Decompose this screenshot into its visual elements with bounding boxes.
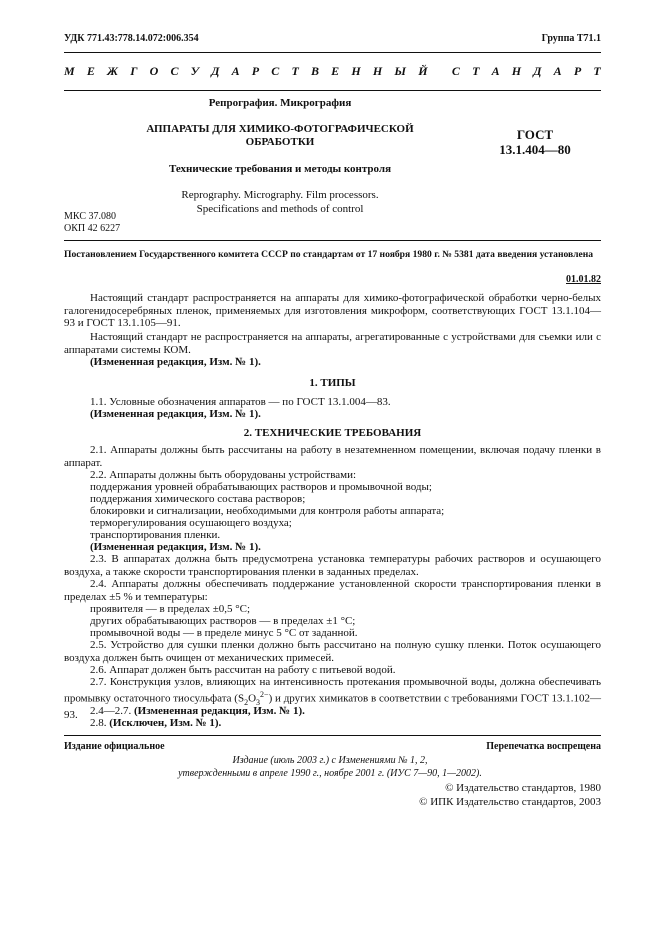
copyright-2003: © ИПК Издательство стандартов, 2003 — [419, 796, 601, 808]
classification-codes — [64, 211, 120, 235]
banner-bottom-rule — [64, 90, 601, 91]
section-1-heading: 1. ТИПЫ — [309, 377, 356, 389]
clause-2-4: 2.4. Аппараты должны обеспечивать поддержание установленной скорости транспортирования пленки в пределах ±5 % и температуры: — [64, 578, 601, 603]
clause-2-8 — [90, 717, 221, 730]
clause-2-1: 2.1. Аппараты должны быть рассчитаны на работу в незатемненном помещении, включая подачу пленки в аппарат. — [64, 444, 601, 469]
ion-charge: 2− — [260, 689, 269, 699]
oxygen-symbol: O — [248, 692, 257, 705]
clause-range: 2.4—2.7. — [90, 705, 132, 717]
intro-paragraph-1: Настоящий стандарт распространяется на аппараты для химико-фотографической обработки черно-белых галогенидосеребряных пленок, применяемых для изготовления микроформ, соответствующих ГОСТ 13.1.104—93 и ГОСТ 13.1.105—91. — [64, 292, 601, 330]
banner-letter: В — [310, 63, 319, 78]
banner-letter: Ы — [394, 63, 407, 78]
edition-line-1: Издание (июль 2003 г.) с Изменениями № 1, 2, — [232, 755, 428, 766]
english-line-1: Reprography. Micrography. Film processors. — [181, 189, 379, 201]
banner-letter: Е — [86, 63, 95, 78]
udk-code: УДК 771.43:778.14.072:006.354 — [64, 33, 199, 44]
clause-2-6: 2.6. Аппарат должен быть рассчитан на работу с питьевой водой. — [90, 664, 396, 676]
title-block-rule — [64, 240, 601, 241]
banner-letter: Й — [418, 63, 428, 78]
title-line-1: АППАРАТЫ ДЛЯ ХИМИКО-ФОТОГРАФИЧЕСКОЙ — [146, 123, 414, 135]
banner-letter: Р — [573, 63, 582, 78]
clause-2-4-2-7-note — [90, 705, 305, 718]
official-edition: Издание официальное — [64, 741, 165, 752]
interstate-standard-banner — [64, 56, 601, 86]
english-title — [100, 188, 460, 216]
clause-2-2: 2.2. Аппараты должны быть оборудованы устройствами: — [90, 469, 357, 481]
banner-letter: С — [451, 63, 460, 78]
intro-edit-note: (Измененная редакция, Изм. № 1). — [90, 356, 261, 368]
mks-code: МКС 37.080 — [64, 211, 116, 222]
banner-letter: Т — [291, 63, 299, 78]
reprint-prohibited: Перепечатка воспрещена — [486, 741, 601, 752]
clause-2-8-number: 2.8. — [90, 717, 107, 729]
banner-letter: Н — [511, 63, 522, 78]
banner-letter: А — [553, 63, 562, 78]
clause-2-2-item-5: транспортирования пленки. — [90, 529, 221, 541]
copyright-block — [419, 781, 601, 809]
banner-letter: Е — [331, 63, 340, 78]
oxygen-subscript: 3 — [256, 697, 261, 707]
okp-code: ОКП 42 6227 — [64, 223, 121, 234]
intro-paragraph-2: Настоящий стандарт не распространяется на аппараты, агрегатированные с устройствами для съемки или с аппаратами системы КОМ. — [64, 331, 601, 356]
title-line-2: ОБРАБОТКИ — [245, 136, 315, 148]
clause-2-8-excluded: (Исключен, Изм. № 1). — [109, 717, 222, 729]
clause-2-7-text-a: 2.7. Конструкция узлов, влияющих на интенсивность протекания промывочной воды, должна обеспечивать промывку остаточного тиосульфата (S — [64, 676, 601, 705]
banner-letter: У — [190, 63, 200, 78]
edition-line-2: утвержденными в апреле 1990 г., ноябре 2001 г. (ИУС 7—90, 1—2002). — [178, 767, 482, 779]
banner-letter: О — [149, 63, 159, 78]
copyright-1980: © Издательство стандартов, 1980 — [445, 782, 601, 794]
document-title — [90, 123, 470, 149]
clause-1-1: 1.1. Условные обозначения аппаратов — по ГОСТ 13.1.004—83. — [90, 396, 391, 408]
banner-letter: Т — [472, 63, 480, 78]
banner-letter: С — [170, 63, 179, 78]
banner-top-rule — [64, 52, 601, 53]
banner-letter: Д — [211, 63, 220, 78]
gost-label: ГОСТ — [516, 127, 554, 142]
clause-2-2-edit: (Измененная редакция, Изм. № 1). — [90, 541, 261, 553]
banner-letter: Ж — [107, 63, 119, 78]
clause-2-2-item-1: поддержания уровней обрабатывающих растворов и промывочной воды; — [90, 481, 432, 493]
banner-letter: Н — [372, 63, 383, 78]
gost-number: 13.1.404—80 — [499, 142, 571, 157]
clause-2-2-item-2: поддержания химического состава растворов; — [90, 493, 306, 505]
clause-2-2-item-3: блокировки и сигнализации, необходимыми для контроля работы аппарата; — [90, 505, 445, 517]
clause-2-4-item-2: других обрабатывающих растворов — в пределах ±1 °С; — [90, 615, 356, 627]
clause-2-3: 2.3. В аппаратах должна быть предусмотрена установка температуры рабочих растворов и осушающего воздуха, а также скорости транспортирования пленки в заданных пределах. — [64, 553, 601, 578]
clause-1-1-edit: (Измененная редакция, Изм. № 1). — [90, 408, 261, 420]
banner-letter: А — [231, 63, 240, 78]
sulfur-subscript: 2 — [244, 697, 249, 707]
group-code: Группа Т71.1 — [541, 33, 601, 44]
banner-letter: Н — [351, 63, 361, 78]
banner-letter: Д — [533, 63, 542, 78]
decree-text: Постановлением Государственного комитета СССР по стандартам от 17 ноября 1980 г. № 5381 дата введения установлена — [64, 249, 594, 260]
banner-letter: М — [64, 63, 75, 78]
clause-2-7-text-b: ) и других химикатов в соответствии с требованиями ГОСТ 13.1.102—93. — [64, 692, 601, 722]
introduction-date: 01.01.82 — [566, 274, 601, 285]
clause-2-5: 2.5. Устройство для сушки пленки должно быть рассчитано на полную сушку пленки. Поток осушающего воздуха должен быть очищен от механических примесей. — [64, 639, 601, 664]
clause-2-4-item-3: промывочной воды — в пределе минус 5 °С от заданной. — [90, 627, 358, 639]
banner-letter: Т — [593, 63, 601, 78]
clause-2-2-item-4: терморегулирования осушающего воздуха; — [90, 517, 292, 529]
subtitle: Технические требования и методы контроля — [168, 163, 392, 175]
gost-designation — [470, 127, 600, 157]
english-line-2: Specifications and methods of control — [196, 203, 364, 215]
banner-letter: А — [491, 63, 500, 78]
banner-letter: Г — [130, 63, 138, 78]
section-2-heading: 2. ТЕХНИЧЕСКИЕ ТРЕБОВАНИЯ — [243, 427, 422, 439]
banner-letter: Р — [251, 63, 260, 78]
clause-2-4-item-1: проявителя — в пределах ±0,5 °С; — [90, 603, 251, 615]
edition-note — [110, 755, 550, 780]
category: Репрография. Микрография — [208, 97, 352, 109]
clause-range-edit: (Измененная редакция, Изм. № 1). — [134, 705, 305, 717]
banner-letter: С — [271, 63, 280, 78]
footer-rule — [64, 735, 601, 736]
